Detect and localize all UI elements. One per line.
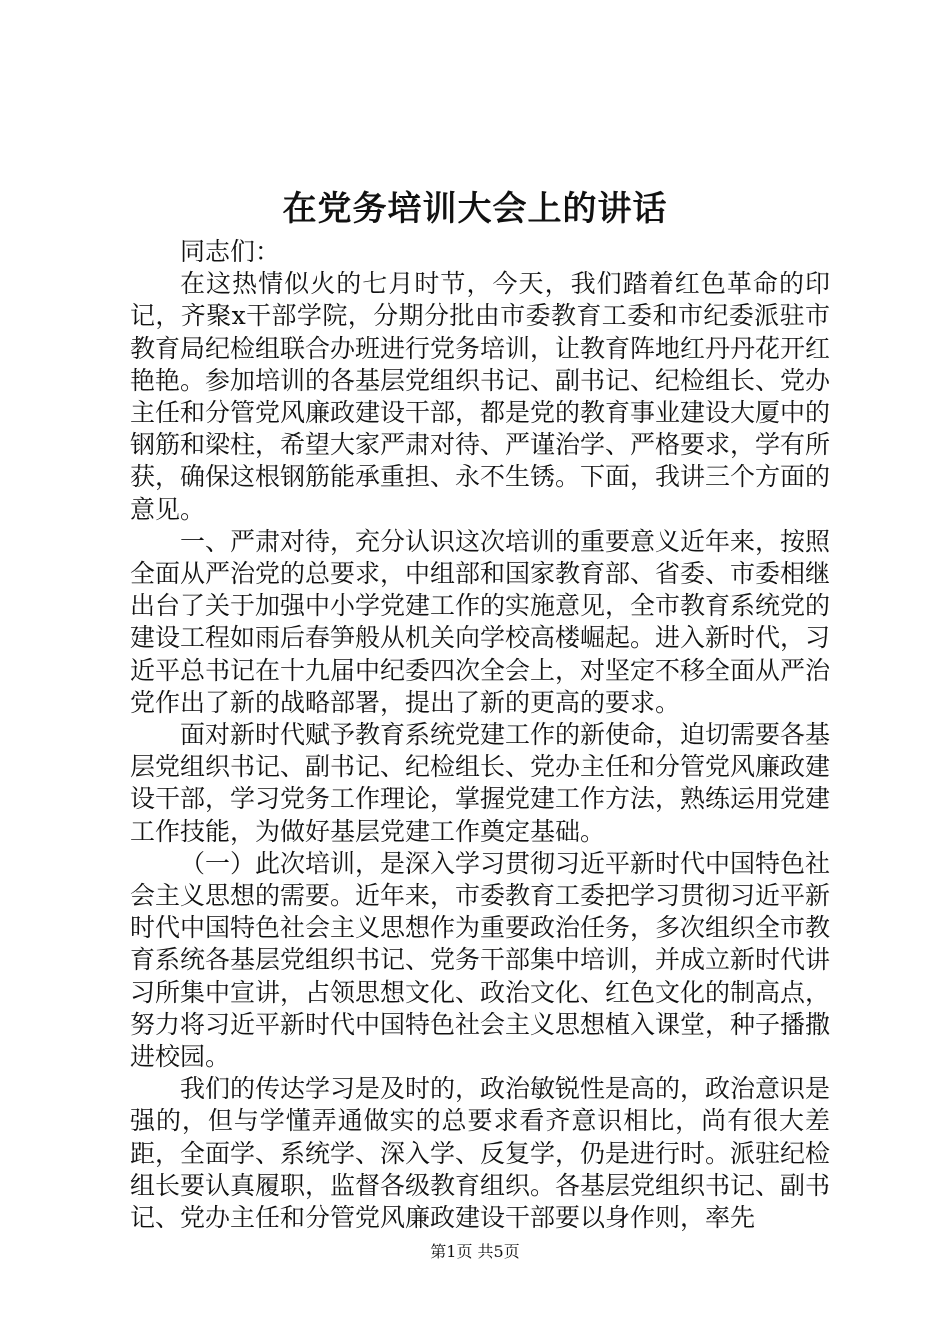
page-number-footer: 第1页 共5页: [430, 1242, 520, 1261]
document-title: 在党务培训大会上的讲话: [282, 189, 668, 229]
paragraph-salutation: 同志们：: [180, 237, 281, 266]
paragraph-section-one: 一、严肃对待，充分认识这次培训的重要意义近年来，按照全面从严治党的总要求，中组部和国家教育部、省委、市委相继出台了关于加强中小学党建工作的实施意见，全市教育系统党的建设工程如雨后春笋般从机关向学校高楼崛起。进入新时代，习近平总书记在十九届中纪委四次全会上，对坚定不移全面从严治党作出了新的战略部署，提出了新的更高的要求。: [130, 526, 831, 717]
paragraph-new-mission: 面对新时代赋予教育系统党建工作的新使命，迫切需要各基层党组织书记、副书记、纪检组长、党办主任和分管党风廉政建设干部，学习党务工作理论，掌握党建工作方法，熟练运用党建工作技能，为做好基层党建工作奠定基础。: [130, 720, 831, 846]
document-body: [130, 236, 830, 1234]
paragraph-intro: 在这热情似火的七月时节，今天，我们踏着红色革命的印记，齐聚x干部学院，分期分批由市委教育工委和市纪委派驻市教育局纪检组联合办班进行党务培训，让教育阵地红丹丹花开红艳艳。参加培训的各基层党组织书记、副书记、纪检组长、党办主任和分管党风廉政建设干部，都是党的教育事业建设大厦中的钢筋和梁柱，希望大家严肃对待、严谨治学、严格要求，学有所获，确保这根钢筋能承重担、永不生锈。下面，我讲三个方面的意见。: [130, 269, 831, 524]
paragraph-subsection-one: （一）此次培训，是深入学习贯彻习近平新时代中国特色社会主义思想的需要。近年来，市委教育工委把学习贯彻习近平新时代中国特色社会主义思想作为重要政治任务，多次组织全市教育系统各基层党组织书记、党务干部集中培训，并成立新时代讲习所集中宣讲，占领思想文化、政治文化、红色文化的制高点，努力将习近平新时代中国特色社会主义思想植入课堂，种子播撒进校园。: [130, 848, 831, 1072]
paragraph-study-progress: 我们的传达学习是及时的，政治敏锐性是高的，政治意识是强的，但与学懂弄通做实的总要求看齐意识相比，尚有很大差距，全面学、系统学、深入学、反复学，仍是进行时。派驻纪检组长要认真履职，监督各级教育组织。各基层党组织书记、副书记、党办主任和分管党风廉政建设干部要以身作则，率先: [130, 1074, 831, 1233]
